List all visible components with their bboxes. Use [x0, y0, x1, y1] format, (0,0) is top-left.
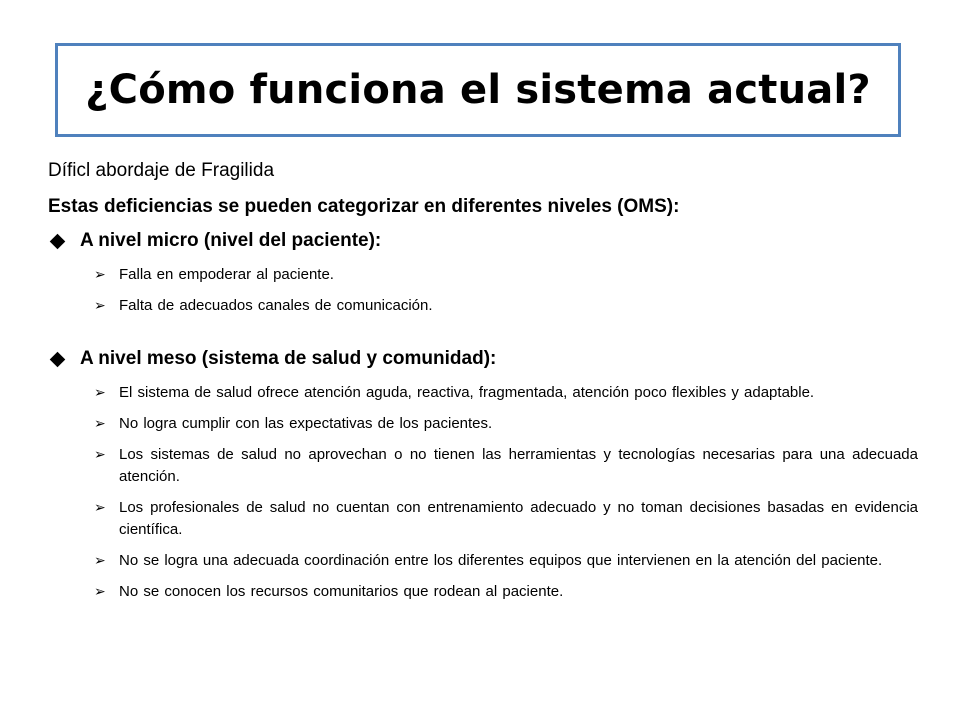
level-micro-heading: [48, 228, 918, 254]
list-item: [94, 497, 918, 541]
diamond-bullet-icon: [48, 228, 80, 254]
level-heading-text: A nivel micro (nivel del paciente):: [80, 230, 382, 251]
level-heading-text: A nivel meso (sistema de salud y comunidad):: [80, 348, 497, 369]
list-item: [94, 295, 918, 317]
arrow-bullet-icon: ➢: [94, 500, 106, 516]
list-item: [94, 581, 918, 603]
slide-content: [48, 158, 918, 612]
list-item-text: No se conocen los recursos comunitarios que rodean al paciente.: [119, 583, 564, 600]
arrow-bullet-icon: ➢: [94, 298, 106, 314]
list-item-text: El sistema de salud ofrece atención aguda, reactiva, fragmentada, atención poco flexibles y adaptable.: [119, 384, 815, 401]
arrow-bullet-icon: ➢: [94, 416, 106, 432]
list-item-text: Los sistemas de salud no aprovechan o no tienen las herramientas y tecnologías necesarias para una adecuada atención.: [119, 446, 918, 485]
list-item-text: Falta de adecuados canales de comunicación.: [119, 297, 433, 314]
lead-text: Estas deficiencias se pueden categorizar en diferentes niveles (OMS):: [48, 196, 680, 217]
level-meso-list: [94, 382, 918, 603]
arrow-bullet-icon: ➢: [94, 584, 106, 600]
intro-text: Díficl abordaje de Fragilida: [48, 160, 275, 181]
arrow-bullet-icon: ➢: [94, 267, 106, 283]
diamond-bullet-icon: [48, 346, 80, 372]
list-item: [94, 444, 918, 488]
list-item: [94, 264, 918, 286]
level-micro-list: [94, 264, 918, 317]
list-item-text: Los profesionales de salud no cuentan con entrenamiento adecuado y no toman decisiones basadas en evidencia científica.: [119, 499, 918, 538]
slide-title: ¿Cómo funciona el sistema actual?: [85, 67, 871, 113]
list-item: [94, 413, 918, 435]
list-item: [94, 550, 918, 572]
list-item-text: No logra cumplir con las expectativas de los pacientes.: [119, 415, 493, 432]
arrow-bullet-icon: ➢: [94, 447, 106, 463]
list-item: [94, 382, 918, 404]
spacer: [48, 326, 918, 346]
level-meso-heading: [48, 346, 918, 372]
arrow-bullet-icon: ➢: [94, 553, 106, 569]
title-box: [55, 43, 901, 137]
list-item-text: No se logra una adecuada coordinación entre los diferentes equipos que intervienen en la atención del paciente.: [119, 552, 883, 569]
arrow-bullet-icon: ➢: [94, 385, 106, 401]
list-item-text: Falla en empoderar al paciente.: [119, 266, 334, 283]
